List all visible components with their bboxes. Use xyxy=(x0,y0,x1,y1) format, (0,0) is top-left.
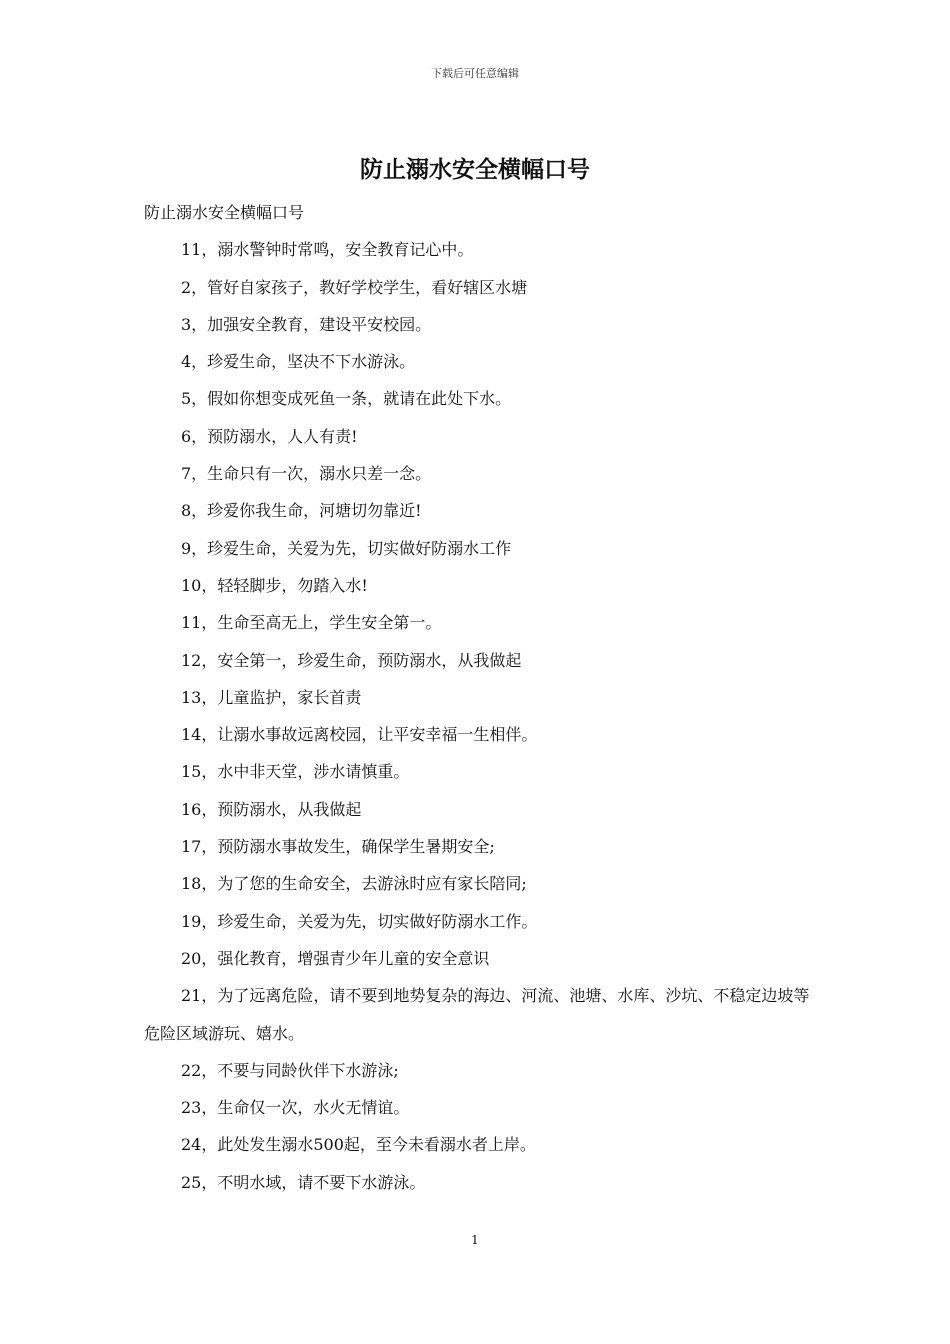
slogan-item: 18，为了您的生命安全，去游泳时应有家长陪同; xyxy=(181,874,527,894)
slogan-item: 2，管好自家孩子，教好学校学生，看好辖区水塘 xyxy=(181,277,528,297)
slogan-item: 15，水中非天堂，涉水请慎重。 xyxy=(181,762,410,782)
slogan-item: 21，为了远离危险，请不要到地势复杂的海边、河流、池塘、水库、沙坑、不稳定边坡等危险区域游玩、嬉水。 xyxy=(144,986,810,1043)
slogan-item: 8，珍爱你我生命，河塘切勿靠近! xyxy=(181,501,422,521)
slogan-item: 25，不明水域，请不要下水游泳。 xyxy=(181,1172,426,1192)
slogan-item: 5，假如你想变成死鱼一条，就请在此处下水。 xyxy=(181,389,512,409)
slogan-item: 19，珍爱生命，关爱为先，切实做好防溺水工作。 xyxy=(181,911,538,931)
slogan-item: 23，生命仅一次，水火无情谊。 xyxy=(181,1098,410,1118)
document-subtitle: 防止溺水安全横幅口号 xyxy=(144,203,305,222)
slogan-item: 20，强化教育，增强青少年儿童的安全意识 xyxy=(181,948,490,968)
slogan-item: 4，珍爱生命，坚决不下水游泳。 xyxy=(181,352,416,372)
document-title: 防止溺水安全横幅口号 xyxy=(360,157,590,183)
slogan-item: 6，预防溺水，人人有责! xyxy=(181,426,358,446)
slogan-item: 16，预防溺水，从我做起 xyxy=(181,799,362,819)
slogan-list xyxy=(144,231,824,1201)
slogan-item: 9，珍爱生命，关爱为先，切实做好防溺水工作 xyxy=(181,538,512,558)
slogan-item: 24，此处发生溺水500起，至今未看溺水者上岸。 xyxy=(181,1135,536,1155)
slogan-item: 10，轻轻脚步，勿踏入水! xyxy=(181,575,368,595)
slogan-item: 7，生命只有一次，溺水只差一念。 xyxy=(181,464,432,484)
page-header: 下载后可任意编辑 xyxy=(431,67,519,80)
slogan-item: 11，溺水警钟时常鸣，安全教育记心中。 xyxy=(181,240,474,260)
slogan-item: 13，儿童监护，家长首责 xyxy=(181,687,362,707)
slogan-item: 11，生命至高无上，学生安全第一。 xyxy=(181,613,442,633)
page-number: 1 xyxy=(471,1233,479,1247)
document-body xyxy=(144,194,824,1201)
slogan-item: 12，安全第一，珍爱生命，预防溺水，从我做起 xyxy=(181,650,522,670)
slogan-item: 3，加强安全教育，建设平安校园。 xyxy=(181,314,432,334)
slogan-item: 17，预防溺水事故发生，确保学生暑期安全; xyxy=(181,837,495,857)
slogan-item: 14，让溺水事故远离校园，让平安幸福一生相伴。 xyxy=(181,725,538,745)
slogan-item: 22，不要与同龄伙伴下水游泳; xyxy=(181,1060,399,1080)
